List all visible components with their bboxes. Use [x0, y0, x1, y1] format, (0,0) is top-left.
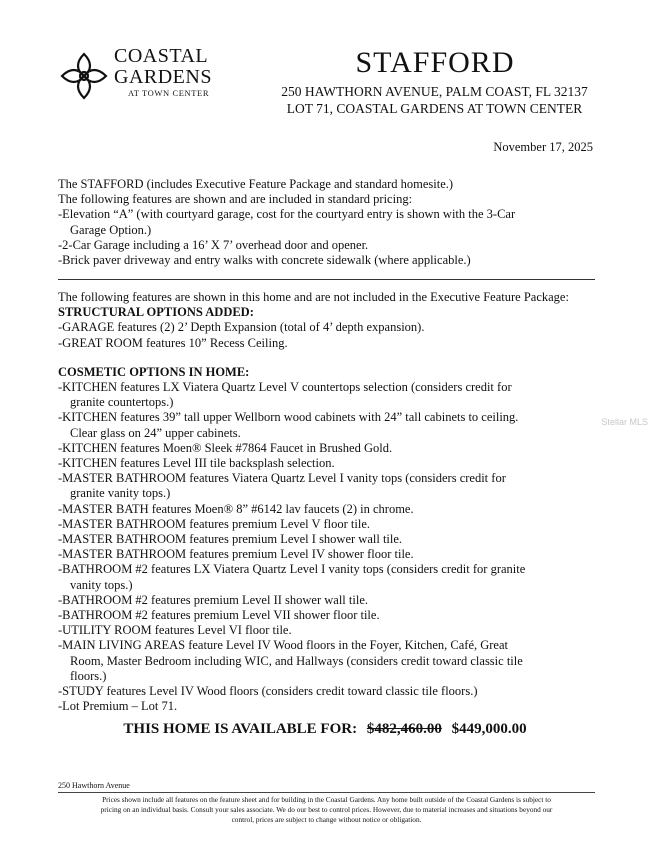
structural-heading: STRUCTURAL OPTIONS ADDED:	[58, 305, 254, 320]
cosmetic-item: -KITCHEN features LX Viatera Quartz Level V countertops selection (considers credit for	[58, 380, 512, 395]
structural-item: -GREAT ROOM features 10” Recess Ceiling.	[58, 335, 288, 350]
cosmetic-item: -BATHROOM #2 features LX Viatera Quartz Level I vanity tops (considers credit for granite	[58, 562, 526, 577]
cosmetic-item-cont: Clear glass on 24” upper cabinets.	[70, 425, 241, 440]
options-section	[58, 290, 598, 714]
footer-address: 250 Hawthorn Avenue	[58, 781, 130, 790]
cosmetic-item: -KITCHEN features Level III tile backsplash selection.	[58, 456, 335, 471]
intro-section	[58, 177, 598, 268]
disclaimer-line-1: Prices shown include all features on the feature sheet and for building in the Coastal Gardens. Any home built outside of the Coastal Gardens is subject to	[102, 795, 551, 804]
new-price: $449,000.00	[451, 721, 527, 737]
coastal-gardens-logo	[58, 44, 233, 106]
cosmetic-item-cont: vanity tops.)	[70, 577, 133, 592]
cosmetic-item: -MASTER BATHROOM features Viatera Quartz Level I vanity tops (considers credit for	[58, 471, 506, 486]
cosmetic-item: -BATHROOM #2 features premium Level VII shower floor tile.	[58, 608, 380, 623]
address-line-2: LOT 71, COASTAL GARDENS AT TOWN CENTER	[286, 101, 583, 116]
logo-wordmark	[114, 46, 212, 98]
footer-divider	[58, 792, 595, 793]
cosmetic-item: -MASTER BATHROOM features premium Level IV shower floor tile.	[58, 547, 414, 562]
intro-item-cont: Garage Option.)	[70, 222, 152, 237]
section-divider	[58, 279, 595, 280]
spacer	[58, 351, 598, 365]
logo-line-3: AT TOWN CENTER	[128, 88, 210, 98]
mls-watermark: Stellar MLS	[601, 417, 648, 427]
structural-item: -GARAGE features (2) 2’ Depth Expansion (total of 4’ depth expansion).	[58, 320, 425, 335]
disclaimer-line-3: control, prices are subject to change without notice or obligation.	[231, 815, 422, 824]
availability-line	[0, 721, 650, 738]
logo-line-1: COASTAL	[114, 45, 209, 67]
cosmetic-item: -UTILITY ROOM features Level VI floor tile.	[58, 623, 292, 638]
cosmetic-item: -MASTER BATHROOM features premium Level I shower wall tile.	[58, 532, 403, 547]
intro-item: -2-Car Garage including a 16’ X 7’ overhead door and opener.	[58, 237, 369, 252]
cosmetic-item-cont: granite countertops.)	[70, 395, 174, 410]
address-line-1: 250 HAWTHORN AVENUE, PALM COAST, FL 32137	[281, 84, 588, 99]
availability-label: THIS HOME IS AVAILABLE FOR:	[123, 721, 358, 737]
home-title: STAFFORD	[355, 46, 515, 79]
intro-item: -Brick paver driveway and entry walks with concrete sidewalk (where applicable.)	[58, 253, 471, 268]
document-date: November 17, 2025	[493, 140, 593, 154]
logo-line-2: GARDENS	[114, 66, 212, 88]
disclaimer-line-2: pricing on an individual basis. Consult your sales associate. We do our best to control prices. However, due to material increases and situations beyond our	[100, 805, 553, 814]
cosmetic-item: -STUDY features Level IV Wood floors (considers credit toward classic tile floors.)	[58, 684, 478, 699]
cosmetic-heading: COSMETIC OPTIONS IN HOME:	[58, 364, 250, 379]
cosmetic-item: -Lot Premium – Lot 71.	[58, 699, 178, 714]
cosmetic-item-cont: granite vanity tops.)	[70, 486, 171, 501]
cosmetic-item: -BATHROOM #2 features premium Level II shower wall tile.	[58, 592, 368, 607]
footer-disclaimer	[58, 795, 595, 825]
cosmetic-item: -KITCHEN features 39” tall upper Wellborn wood cabinets with 24” tall cabinets to ceiling.	[58, 410, 519, 425]
cosmetic-item-cont: floors.)	[70, 668, 107, 683]
cosmetic-item: -MASTER BATH features Moen® 8” #6142 lav faucets (2) in chrome.	[58, 501, 414, 516]
cosmetic-item: -KITCHEN features Moen® Sleek #7864 Faucet in Brushed Gold.	[58, 440, 393, 455]
intro-line-1: The STAFFORD (includes Executive Feature Package and standard homesite.)	[58, 177, 454, 191]
old-price: $482,460.00	[366, 721, 442, 737]
cosmetic-item: -MAIN LIVING AREAS feature Level IV Wood floors in the Foyer, Kitchen, Café, Great	[58, 638, 508, 653]
intro-line-2: The following features are shown and are included in standard pricing:	[58, 192, 413, 207]
intro-item: -Elevation “A” (with courtyard garage, cost for the courtyard entry is shown with the 3-Car	[58, 207, 516, 222]
cosmetic-item: -MASTER BATHROOM features premium Level V floor tile.	[58, 516, 370, 531]
cosmetic-item-cont: Room, Master Bedroom including WIC, and Hallways (considers credit toward classic tile	[70, 653, 523, 668]
fleur-knot-icon	[58, 50, 110, 102]
not-included-note: The following features are shown in this home and are not included in the Executive Feature Package:	[58, 290, 569, 304]
